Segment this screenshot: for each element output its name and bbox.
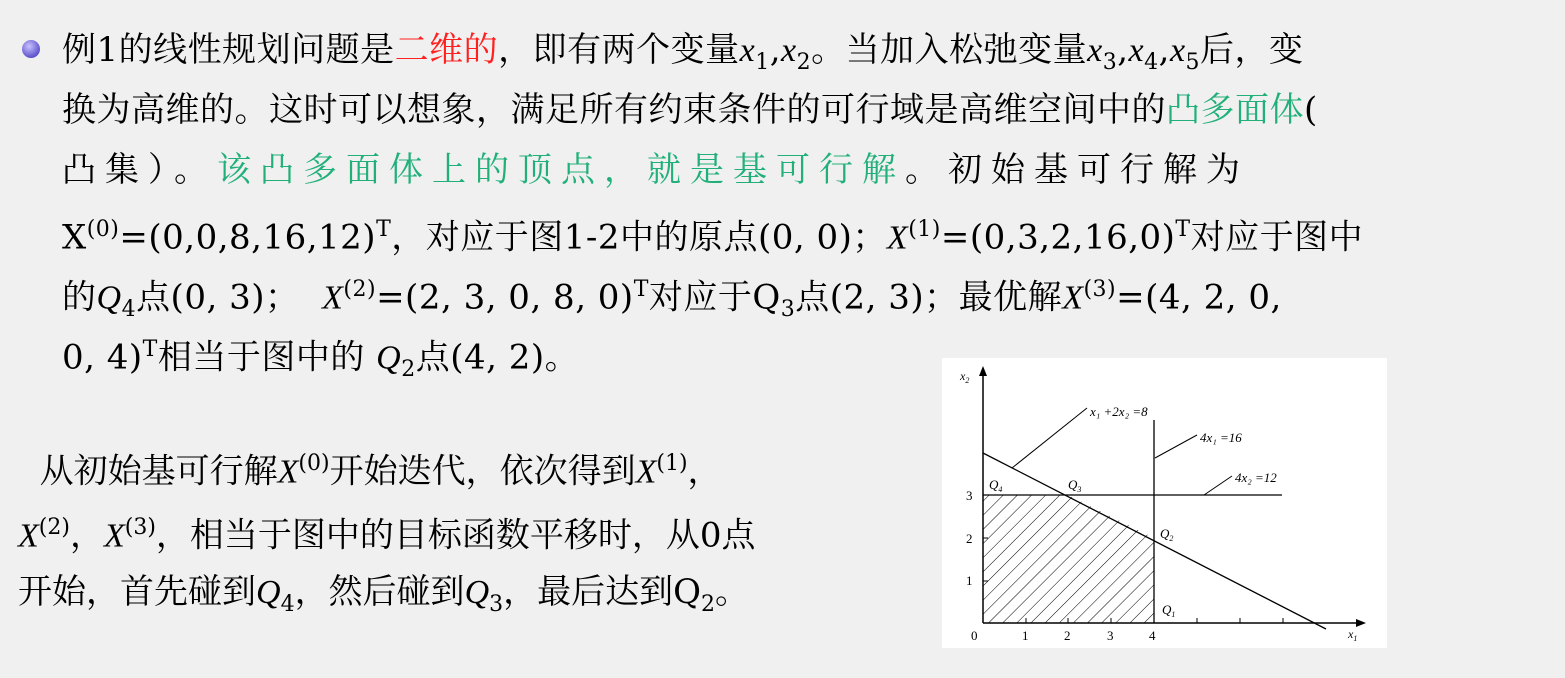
sup: (3) xyxy=(1083,277,1117,302)
y-tick-label: 2 xyxy=(966,531,973,546)
sup: (0) xyxy=(298,451,330,476)
text: 的 xyxy=(62,277,97,318)
x-axis-arrow xyxy=(1356,619,1366,627)
text: ( xyxy=(1304,90,1318,130)
feasible-region-figure xyxy=(942,358,1387,648)
para1-line-1 xyxy=(62,20,1542,80)
sub: 3 xyxy=(489,591,504,617)
x-tick-label: 1 xyxy=(1022,628,1029,643)
sub: 3 xyxy=(780,297,796,323)
var-X: X xyxy=(635,453,657,491)
sup: (1) xyxy=(908,217,941,242)
text: =(0,3,2,16,0) xyxy=(940,217,1176,258)
comma: , xyxy=(1158,30,1170,70)
main-paragraph xyxy=(62,20,1542,383)
text: 点(4, 2)。 xyxy=(415,337,580,378)
text: 相当于图中的 xyxy=(157,337,365,378)
var-x: x xyxy=(781,32,797,69)
text: 例1的线性规划问题是 xyxy=(62,30,395,70)
comma: , xyxy=(1117,30,1129,70)
text: ，即有两个变量 xyxy=(498,30,740,70)
var-x: x xyxy=(1128,32,1145,69)
sup: (2) xyxy=(38,515,70,540)
para2-line-3 xyxy=(18,560,898,624)
sub: 3 xyxy=(1102,49,1118,75)
bullet-icon xyxy=(20,38,42,60)
leader-eq3 xyxy=(1204,476,1232,495)
para2-line-1 xyxy=(18,432,898,496)
text: 。当加入松弛变量 xyxy=(811,30,1088,70)
feasible-region-diagram xyxy=(942,358,1387,648)
text: ，然后碰到 xyxy=(294,572,465,612)
comma: , xyxy=(769,30,782,70)
text: ，对应于图1-2中的原点(0, 0)； xyxy=(391,217,887,258)
para1-line-5 xyxy=(62,260,1542,323)
text: 0, 4) xyxy=(62,337,143,378)
highlight-green: 凸多面体 xyxy=(1166,90,1304,130)
var-Q: Q xyxy=(256,574,281,611)
q4-label: $Q_4$ xyxy=(989,477,1003,494)
sup: T xyxy=(142,337,158,362)
text: =(4, 2, 0, xyxy=(1116,277,1282,318)
sub: 4 xyxy=(1144,49,1159,75)
leader-eq1 xyxy=(1012,408,1087,468)
text: X xyxy=(62,217,87,258)
text: 对应于图中 xyxy=(1190,217,1364,258)
text: 换为高维的。这时可以想象，满足所有约束条件的可行域是高维空间中的 xyxy=(62,90,1166,130)
eq1-label: x₁ +2x₂ =8 xyxy=(1090,404,1148,419)
sup: (1) xyxy=(656,451,688,476)
var-X: X xyxy=(103,517,125,555)
q3-label: $Q_3$ xyxy=(1068,477,1082,494)
para2-line-2 xyxy=(18,496,898,560)
y-axis-arrow xyxy=(979,366,987,376)
text: =(2, 3, 0, 8, 0) xyxy=(376,277,634,318)
var-X: X xyxy=(277,453,299,491)
var-Q: Q xyxy=(96,279,122,317)
q2-label: $Q_2$ xyxy=(1160,526,1174,543)
x-tick-label: 3 xyxy=(1107,628,1114,643)
sup: (0) xyxy=(86,217,120,242)
y-tick-label: 3 xyxy=(966,488,973,503)
para1-line-2 xyxy=(62,80,1542,140)
var-X: X xyxy=(322,279,344,317)
sub: 5 xyxy=(1185,49,1201,75)
var-x: x xyxy=(1087,32,1103,69)
feasible-region xyxy=(983,495,1154,623)
highlight-red: 二维的 xyxy=(394,30,499,70)
var-Q: Q xyxy=(464,574,490,611)
x2-axis-label: $x_2$ xyxy=(960,369,970,385)
text: 对应于Q xyxy=(648,277,781,318)
highlight-green: 该凸多面体上的顶点，就是基可行解 xyxy=(217,150,905,190)
second-paragraph xyxy=(18,432,898,624)
text: 点(0, 3)； xyxy=(136,277,300,318)
text: 点(2, 3)；最优解 xyxy=(795,277,1063,318)
y-tick-label: 1 xyxy=(966,573,973,588)
text: 开始，首先碰到 xyxy=(18,572,256,612)
x1-axis-label: $x_1$ xyxy=(1348,627,1358,643)
var-X: X xyxy=(18,517,39,555)
text: ， xyxy=(69,515,104,556)
para1-line-3 xyxy=(62,140,1542,200)
sub: 4 xyxy=(121,297,137,323)
sup: T xyxy=(376,217,392,242)
text: 。 xyxy=(715,572,749,612)
x-tick-label: 2 xyxy=(1064,628,1071,643)
eq2-label: 4x₁ =16 xyxy=(1200,430,1242,445)
var-X: X xyxy=(886,219,909,257)
text: 从初始基可行解 xyxy=(39,451,278,492)
sup: T xyxy=(1175,217,1191,242)
x-tick-label: 0 xyxy=(971,628,978,643)
text: ，相当于图中的目标函数平移时，从0点 xyxy=(155,515,756,556)
var-X: X xyxy=(1062,279,1084,317)
sub: 2 xyxy=(701,591,715,617)
para1-line-4 xyxy=(62,200,1542,260)
leader-eq2 xyxy=(1155,435,1197,458)
sub: 2 xyxy=(796,49,812,75)
sub: 1 xyxy=(755,49,770,75)
sup: (2) xyxy=(343,277,377,302)
eq3-label: 4x₂ =12 xyxy=(1235,470,1277,485)
text: 开始迭代，依次得到 xyxy=(329,451,636,492)
var-x: x xyxy=(1169,32,1186,69)
var-x: x xyxy=(739,32,756,69)
var-Q: Q xyxy=(376,339,402,377)
x-tick-label: 4 xyxy=(1149,628,1156,643)
sup: (3) xyxy=(124,515,156,540)
text: ， xyxy=(687,451,722,492)
sub: 4 xyxy=(280,591,295,617)
text: 凸集）。 xyxy=(62,150,217,190)
text: =(0,0,8,16,12) xyxy=(119,217,377,258)
sup: T xyxy=(633,277,649,302)
text: ，最后达到Q xyxy=(503,572,701,612)
sub: 2 xyxy=(401,357,416,383)
text: 。初始基可行解为 xyxy=(905,150,1249,190)
text: 后，变 xyxy=(1200,30,1304,70)
q1-label: $Q_1$ xyxy=(1162,602,1176,619)
